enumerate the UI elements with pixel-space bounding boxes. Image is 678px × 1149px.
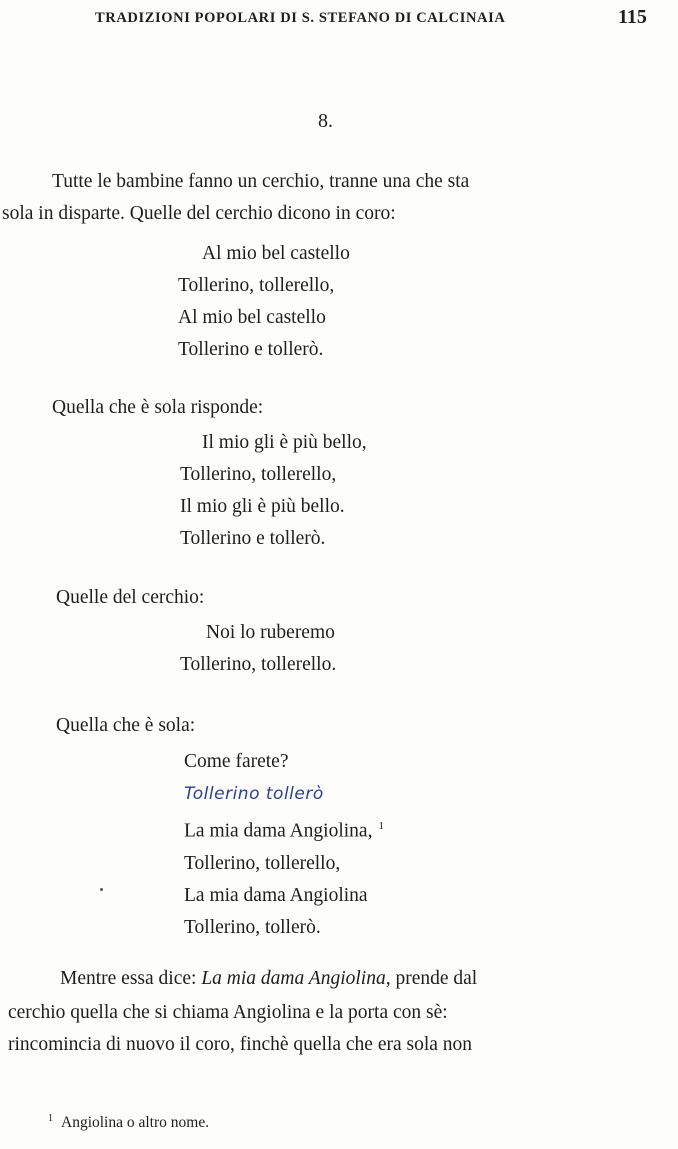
- paper-speck: [100, 888, 103, 891]
- closing-italic: La mia dama Angiolina,: [201, 968, 391, 989]
- verse-line: Il mio gli è più bello,: [202, 432, 367, 453]
- intro-line-2: sola in disparte. Quelle del cerchio dicono in coro:: [2, 203, 396, 224]
- closing-line-2: cerchio quella che si chiama Angiolina e la porta con sè:: [8, 1002, 448, 1023]
- closing-line-3: rincomincia di nuovo il coro, finchè quella che era sola non: [8, 1034, 473, 1055]
- verse-line: Tollerino, tollerello,: [184, 852, 341, 874]
- verse-text: La mia dama Angiolina,: [184, 820, 373, 842]
- closing-text-a: Mentre essa dice:: [60, 968, 202, 989]
- verse-line-with-footnote: [184, 810, 384, 848]
- verse-line: Al mio bel castello: [178, 307, 326, 328]
- stanza-2: [180, 427, 367, 555]
- stanza-3: [180, 617, 336, 681]
- footnote-reference: 1: [378, 820, 384, 832]
- stanza-1: [178, 238, 350, 366]
- intro-line-1: Tutte le bambine fanno un cerchio, tranne una che sta: [52, 171, 470, 192]
- handwritten-annotation: [184, 778, 384, 810]
- verse-line: Noi lo ruberemo: [206, 622, 335, 643]
- verse-line: Il mio gli è più bello.: [180, 496, 345, 517]
- footnote-mark: 1: [48, 1113, 53, 1124]
- verse-line: Tollerino, tollerello,: [178, 275, 335, 296]
- speaker-line-2: Quella che è sola risponde:: [52, 397, 264, 418]
- stanza-4: [184, 746, 384, 944]
- section-number: 8.: [318, 110, 333, 132]
- verse-line: Al mio bel castello: [202, 243, 350, 264]
- verse-line: Tollerino, tollerò.: [184, 916, 321, 938]
- verse-line: Tollerino, tollerello,: [180, 464, 337, 485]
- speaker-line-3: Quelle del cerchio:: [56, 587, 205, 608]
- footnote-text: Angiolina o altro nome.: [61, 1114, 210, 1132]
- footnote: [48, 1113, 209, 1132]
- closing-text-b: prende dal: [390, 968, 478, 989]
- verse-line: Come farete?: [184, 751, 289, 772]
- handwritten-text: Tollerino tollerò: [184, 784, 324, 804]
- closing-line-1: [60, 961, 477, 996]
- verse-line: La mia dama Angiolina: [184, 884, 368, 906]
- verse-line: Tollerino e tollerò.: [180, 528, 326, 549]
- running-header: [0, 0, 678, 40]
- verse-line: Tollerino, tollerello.: [180, 654, 337, 675]
- verse-line: Tollerino e tollerò.: [178, 339, 324, 360]
- speaker-line-4: Quella che è sola:: [56, 715, 196, 736]
- running-title: TRADIZIONI POPOLARI DI S. STEFANO DI CALCINAIA: [95, 10, 506, 26]
- page-number: 115: [618, 6, 647, 28]
